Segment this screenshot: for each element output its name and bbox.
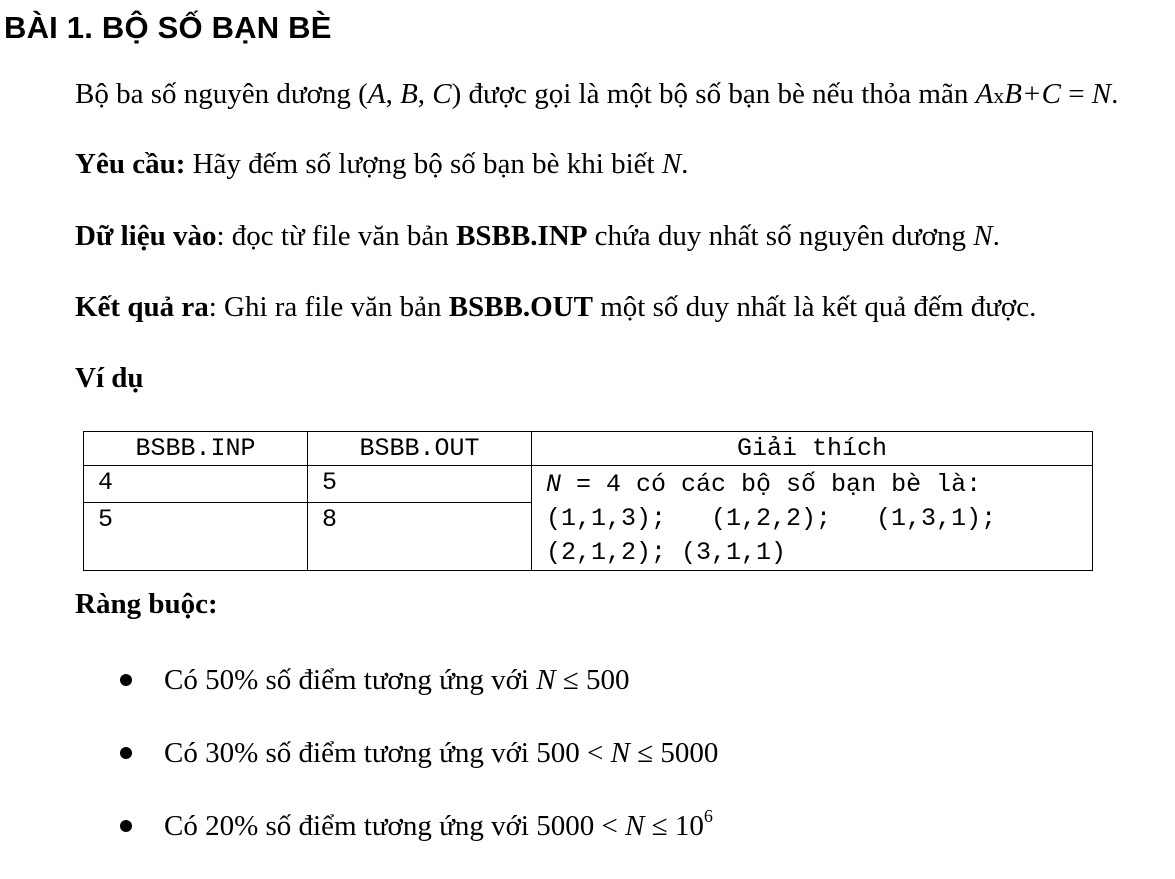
formula-a: A: [975, 78, 994, 110]
example-heading: Ví dụ: [75, 362, 144, 394]
formula-n: N: [1091, 78, 1112, 110]
example-table: [83, 431, 1093, 571]
header-inp: BSBB.INP: [84, 432, 308, 466]
bullet-dot-icon: [120, 674, 132, 686]
output-file: BSBB.OUT: [448, 291, 593, 323]
header-explanation: Giải thích: [532, 432, 1093, 466]
bullet-dot-icon: [120, 820, 132, 832]
cell-inp: 5: [84, 503, 308, 571]
input-file: BSBB.INP: [456, 220, 588, 252]
cell-out: 8: [308, 503, 532, 571]
table-row: [84, 466, 1093, 503]
requirement-label: Yêu cầu:: [75, 148, 186, 180]
cell-out: 5: [308, 466, 532, 503]
problem-title: BÀI 1. BỘ SỐ BẠN BÈ: [4, 10, 332, 45]
intro-paragraph: Bộ ba số nguyên dương (A, B, C) được gọi là một bộ số bạn bè nếu thỏa mãn AxB+C = N.: [75, 78, 1119, 110]
list-item: Có 30% số điểm tương ứng với 500 < N ≤ 5000: [118, 733, 718, 806]
explanation-line-1: N = 4 có các bộ số bạn bè là:: [546, 470, 982, 499]
var-b: B: [400, 78, 418, 110]
constraints-list: [118, 660, 718, 879]
header-out: BSBB.OUT: [308, 432, 532, 466]
var-a: A: [367, 78, 386, 110]
output-paragraph: Kết quả ra: Ghi ra file văn bản BSBB.OUT một số duy nhất là kết quả đếm được.: [75, 291, 1037, 323]
list-item: Có 20% số điểm tương ứng với $5000 < N \le 10^6$: [118, 806, 718, 879]
input-paragraph: Dữ liệu vào: đọc từ file văn bản BSBB.INP chứa duy nhất số nguyên dương N.: [75, 220, 1000, 252]
table-header-row: [84, 432, 1093, 466]
constraints-heading: Ràng buộc:: [75, 588, 218, 620]
list-item: Có 50% số điểm tương ứng với N ≤ 500: [118, 660, 718, 733]
formula-bc: B+C: [1004, 78, 1061, 110]
explanation-line-3: (2,1,2); (3,1,1): [546, 538, 787, 567]
cell-inp: 4: [84, 466, 308, 503]
input-label: Dữ liệu vào: [75, 220, 217, 252]
cell-explanation: [532, 466, 1093, 571]
explanation-line-2: (1,1,3); (1,2,2); (1,3,1);: [546, 504, 997, 533]
requirement-paragraph: Yêu cầu: Hãy đếm số lượng bộ số bạn bè khi biết N.: [75, 148, 689, 180]
times-sign: x: [993, 83, 1005, 108]
var-c: C: [432, 78, 452, 110]
output-label: Kết quả ra: [75, 291, 209, 323]
bullet-dot-icon: [120, 747, 132, 759]
